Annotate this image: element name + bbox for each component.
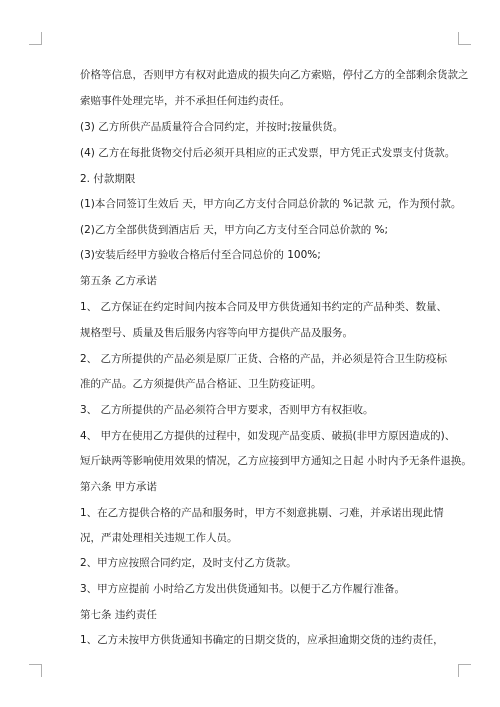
- document-line: 索赔事件处理完毕，并不承担任何违约责任。: [80, 95, 290, 107]
- document-line: (3) 乙方所供产品质量符合合同约定，并按时;按量供货。: [80, 121, 344, 133]
- document-line: 1、 乙方保证在约定时间内按本合同及甲方供货通知书约定的产品种类、数量、: [80, 301, 448, 313]
- section-heading: 第六条 甲方承诺: [80, 481, 157, 493]
- document-line: 准的产品。乙方须提供产品合格证、卫生防疫证明。: [80, 378, 322, 390]
- section-heading: 2. 付款期限: [80, 173, 136, 185]
- crop-mark-top-right: [458, 32, 471, 45]
- document-line: 3、甲方应提前 小时给乙方发出供货通知书。以便于乙方作履行准备。: [80, 583, 406, 595]
- document-line: 短斤缺两等影响使用效果的情况，乙方应接到甲方通知之日起 小时内予无条件退换。: [80, 455, 472, 467]
- document-line: 2、甲方应按照合同约定，及时支付乙方货款。: [80, 557, 297, 569]
- document-line: 规格型号、质量及售后服务内容等向甲方提供产品及服务。: [80, 327, 353, 339]
- document-line: 1、在乙方提供合格的产品和服务时，甲方不刻意挑剔、刁难，并承诺出现此情: [80, 507, 444, 519]
- crop-mark-bottom-left: [29, 664, 42, 677]
- section-heading: 第五条 乙方承诺: [80, 275, 157, 287]
- document-line: 3、 乙方所提供的产品必须符合甲方要求，否则甲方有权拒收。: [80, 404, 374, 416]
- document-line: (1)本合同签订生效后 天，甲方向乙方支付合同总价款的 %记款 元，作为预付款。: [80, 198, 462, 210]
- crop-mark-top-left: [29, 32, 42, 45]
- section-heading: 第七条 违约责任: [80, 609, 157, 621]
- crop-mark-bottom-right: [458, 664, 471, 677]
- document-line: (3)安装后经甲方验收合格后付至合同总价的 100%;: [80, 249, 321, 261]
- document-line: 4、 甲方在使用乙方提供的过程中，如发现产品变质、破损(非甲方原因造成的)、: [80, 430, 456, 442]
- document-line: 价格等信息，否则甲方有权对此造成的损失向乙方索赔，停付乙方的全部剩余货款之: [80, 69, 469, 81]
- document-line: (2)乙方全部供货到酒店后 天，甲方向乙方支付至合同总价款的 %;: [80, 224, 389, 236]
- document-line: (4) 乙方在每批货物交付后必须开具相应的正式发票，甲方凭正式发票支付货款。: [80, 147, 456, 159]
- document-line: 1、乙方未按甲方供货通知书确定的日期交货的，应承担逾期交货的违约责任，: [80, 634, 444, 646]
- document-line: 况，严肃处理相关违规工作人员。: [80, 532, 238, 544]
- document-line: 2、 乙方所提供的产品必须是原厂正货、合格的产品，并必须是符合卫生防疫标: [80, 353, 448, 365]
